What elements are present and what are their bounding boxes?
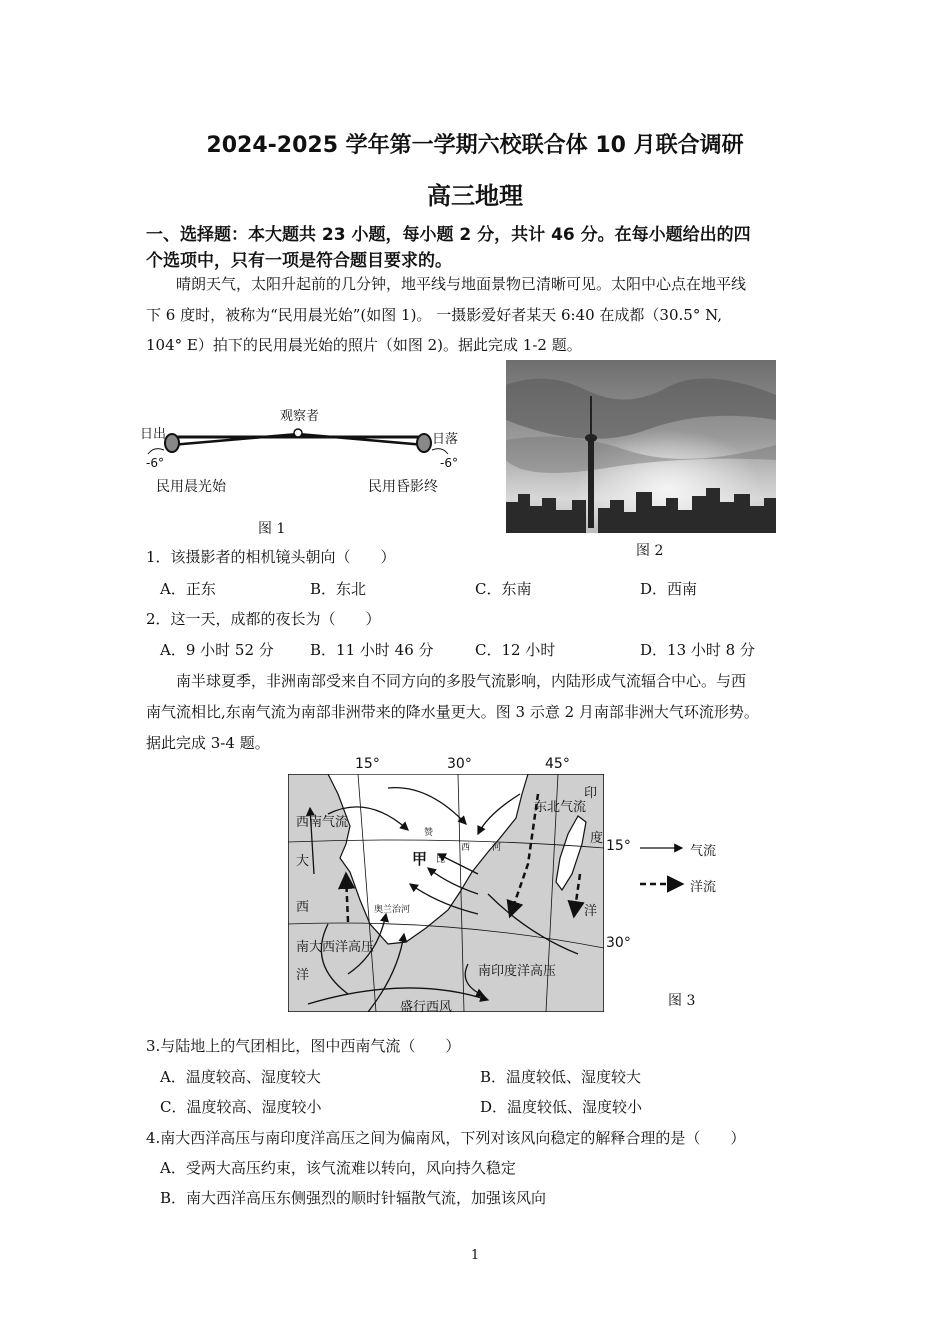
observer-point-icon xyxy=(294,429,302,437)
tower-shaft xyxy=(588,438,594,528)
fig3-atlantic-3: 洋 xyxy=(296,968,310,983)
passage1-line2: 下 6 度时，被称为“民用晨光始”(如图 1)。 一摄影爱好者某天 6:40 在成都（30.5° N, xyxy=(146,306,723,324)
q1-stem: 1．该摄影者的相机镜头朝向（ ） xyxy=(146,548,396,566)
fig1-dawn-label: 民用晨光始 xyxy=(156,479,226,495)
page-number: 1 xyxy=(470,1248,480,1263)
passage2-line1: 南半球夏季，非洲南部受来自不同方向的多股气流影响，内陆形成气流辐合中心。与西 xyxy=(176,672,747,690)
fig2-caption: 图 2 xyxy=(636,543,664,559)
q4-option-a: A．受两大高压约束，该气流难以转向，风向持久稳定 xyxy=(160,1159,516,1177)
fig3-legend-symbols xyxy=(638,838,688,894)
q1-option-d: D．西南 xyxy=(640,580,698,598)
fig3-westerlies: 盛行西风 xyxy=(400,1000,453,1015)
fig3-s-indian-high: 南印度洋高压 xyxy=(478,964,557,979)
q2-option-d: D．13 小时 8 分 xyxy=(640,641,755,659)
fig3-lon30: 30° xyxy=(447,756,472,772)
sunset-sun-icon xyxy=(417,434,431,452)
fig1-sunset-label: 日落 xyxy=(432,432,459,447)
fig1-angle-left: -6° xyxy=(146,456,164,470)
q3-stem: 3.与陆地上的气团相比，图中西南气流（ ） xyxy=(146,1037,461,1055)
fig3-s-atlantic-high: 南大西洋高压 xyxy=(296,940,375,955)
q3-option-c: C．温度较高、湿度较小 xyxy=(160,1098,322,1116)
fig3-indian-2: 度 xyxy=(590,831,604,846)
q1-option-b: B．东北 xyxy=(310,580,367,598)
fig3-atlantic-1: 大 xyxy=(296,854,310,869)
fig3-lon45: 45° xyxy=(545,756,570,772)
sunrise-sun-icon xyxy=(165,434,179,452)
angle-arc-left xyxy=(148,449,164,454)
fig3-indian-3: 洋 xyxy=(584,904,598,919)
fig1-dusk-label: 民用昏影终 xyxy=(368,479,438,495)
fig1-observer-label: 观察者 xyxy=(280,409,320,424)
fig3-legend-current: 洋流 xyxy=(690,880,717,895)
tower-antenna xyxy=(590,396,592,436)
passage2-line3: 据此完成 3-4 题。 xyxy=(146,734,270,752)
q2-option-a: A．9 小时 52 分 xyxy=(160,641,274,659)
section-heading-line1: 一、选择题：本大题共 23 小题，每小题 2 分，共计 46 分。在每小题给出的四 xyxy=(146,225,751,245)
section-heading-line2: 个选项中，只有一项是符合题目要求的。 xyxy=(146,251,452,271)
q1-option-c: C．东南 xyxy=(475,580,532,598)
page-title: 2024-2025 学年第一学期六校联合体 10 月联合调研 xyxy=(206,133,744,158)
fig3-atlantic-2: 西 xyxy=(296,900,310,915)
fig3-lon15: 15° xyxy=(355,756,380,772)
fig3-sw-flow: 西南气流 xyxy=(296,815,349,830)
fig3-orange-river: 奥兰治河 xyxy=(374,905,411,915)
fig3-legend-air: 气流 xyxy=(690,844,717,859)
fig3-ne-flow: 东北气流 xyxy=(534,800,587,815)
fig3-zambezi-4: 河 xyxy=(492,843,502,853)
q1-option-a: A．正东 xyxy=(160,580,216,598)
fig3-zambezi-2: 比 xyxy=(436,855,446,865)
q3-option-a: A．温度较高、湿度较大 xyxy=(160,1068,321,1086)
fig1-sunrise-label: 日出 xyxy=(140,427,167,442)
fig1-caption: 图 1 xyxy=(258,521,286,537)
q4-option-b: B．南大西洋高压东侧强烈的顺时针辐散气流，加强该风向 xyxy=(160,1189,547,1207)
fig3-jia: 甲 xyxy=(412,850,428,868)
fig1-angle-right: -6° xyxy=(440,456,458,470)
angle-arc-right xyxy=(432,449,448,454)
fig3-lat30: 30° xyxy=(606,935,631,951)
passage1-line1: 晴朗天气，太阳升起前的几分钟，地平线与地面景物已清晰可见。太阳中心点在地平线 xyxy=(176,275,747,293)
fig3-zambezi-3: 西 xyxy=(461,843,471,853)
fig3-zambezi-1: 赞 xyxy=(424,828,434,838)
passage2-line2: 南气流相比,东南气流为南部非洲带来的降水量更大。图 3 示意 2 月南部非洲大气环流形势。 xyxy=(146,703,759,721)
passage1-line3: 104° E）拍下的民用晨光始的照片（如图 2)。据此完成 1-2 题。 xyxy=(146,336,582,354)
page-subtitle: 高三地理 xyxy=(427,182,523,210)
q4-stem: 4.南大西洋高压与南印度洋高压之间为偏南风，下列对该风向稳定的解释合理的是（ ） xyxy=(146,1129,746,1147)
fig3-lat15: 15° xyxy=(606,838,631,854)
q2-option-b: B．11 小时 46 分 xyxy=(310,641,434,659)
q2-option-c: C．12 小时 xyxy=(475,641,556,659)
fig3-caption: 图 3 xyxy=(668,993,696,1009)
figure2-photo xyxy=(506,360,776,533)
q2-stem: 2．这一天，成都的夜长为（ ） xyxy=(146,610,381,628)
q3-option-d: D．温度较低、湿度较小 xyxy=(480,1098,643,1116)
q3-option-b: B．温度较低、湿度较大 xyxy=(480,1068,642,1086)
fig3-indian-1: 印 xyxy=(584,786,598,801)
